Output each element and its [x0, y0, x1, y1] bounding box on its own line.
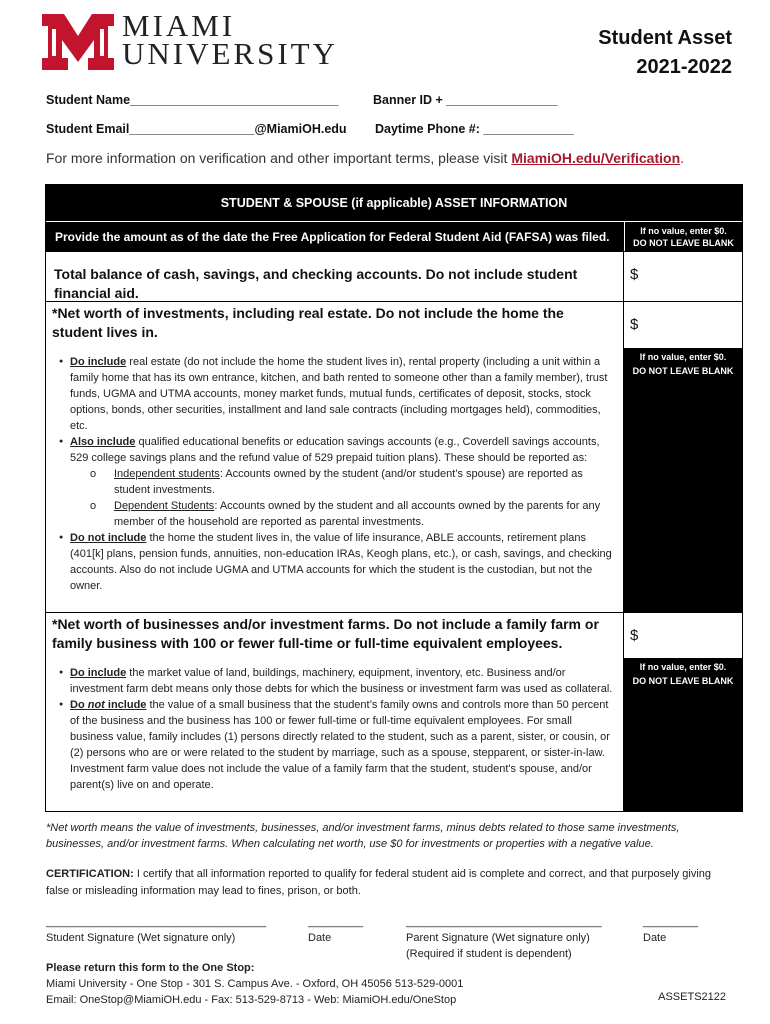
row-cash-label: Total balance of cash, savings, and checking accounts. Do not include student financial aid.	[46, 251, 624, 301]
list-item: o Dependent Students: Accounts owned by the student and all accounts owned by the parents for any member of the household are reported as parental investments.	[90, 500, 601, 528]
table-heading: STUDENT & SPOUSE (if applicable) ASSET INFORMATION	[46, 185, 742, 221]
asset-table	[45, 184, 743, 812]
parent-signature-line[interactable]: ________________________________ Parent Signature (Wet signature only) (Required if student is dependent)	[406, 916, 602, 960]
row-investments-label: *Net worth of investments, including real estate. Do not include the home the student lives in. ● Do include real estate (do not include the home the student lives in), rental property (including a unit within a family home that has its own entrance, kitchen, and bath rented to someone other than a family member), trust funds, UGMA and UTMA accounts, money market funds, mutual funds, certificates of deposit, stocks, stock options, bonds, other securities, installment and land sale contracts (including mortgages held), commodities, etc. ● Also include qualified educational benefits or education savings accounts (e.g., Coverdell savings accounts, 529 college savings plans and the refund value of 529 prepaid tuition plans). These should be reported as: o Independent students: Accounts owned by the student (and/or student’s spouse) are reported as student investments. o Dependent Students: Accounts owned by the student and all accounts owned by the parents for any member of the household are reported as parental investments. ● Do not include the home the student lives in, the value of life insurance, ABLE accounts, retirement plans (401[k] plans, pension funds, annuities, non-education IRAs, Keogh plans, etc.), or cash, savings, and checking accounts. Also do not include UGMA and UTMA accounts for which the student is the custodian, but not the owner.	[46, 301, 624, 612]
miami-m-logo-icon	[42, 14, 114, 70]
no-value-note: If no value, enter $0. DO NOT LEAVE BLANK	[624, 221, 742, 251]
list-item: o Independent students: Accounts owned by the student (and/or student’s spouse) are reported as student investments.	[90, 468, 583, 496]
university-wordmark: MIAMI UNIVERSITY	[122, 8, 338, 71]
list-item: ● Also include qualified educational benefits or education savings accounts (e.g., Coverdell savings accounts, 529 college savings plans and the refund value of 529 prepaid tuition plans). These should be reported as:	[52, 434, 615, 466]
student-signature-line[interactable]: ____________________________________ Student Signature (Wet signature only)	[46, 916, 267, 944]
list-item: ● Do not include the value of a small business that the student’s family owns and controls more than 50 percent of the business and the business has 100 or fewer full-time or full-time equivalent employees. For small business value, family includes (1) persons directly related to the student, such as a parent, sister, or cousin, or (2) persons who are or were related to the student by marriage, such as a spouse, stepparent, or sister-in-law. Investment farm value does not include the value of a family farm that the student, student's spouse, and/or parent(s) live on and operate.	[52, 697, 615, 793]
daytime-phone-field[interactable]: Daytime Phone #: _____________	[375, 122, 574, 136]
net-worth-footnote: *Net worth means the value of investments, businesses, and/or investment farms, minus debts related to those same investments, businesses, and/or investment farms. When calculating net worth, use $0 for investments or properties with a negative value.	[46, 822, 680, 850]
row-businesses-label: *Net worth of businesses and/or investment farms. Do not include a family farm or family business with 100 or fewer full-time or full-time equivalent employees. ● Do include the market value of land, buildings, machinery, equipment, inventory, etc. Business and/or investment farm debt means only those debts for which the business or investment farm was used as collateral. ● Do not include the value of a small business that the student’s family owns and controls more than 50 percent of the business and the business has 100 or fewer full-time or full-time equivalent employees. For small business value, family includes (1) persons directly related to the student, such as a parent, sister, or cousin, or (2) persons who are or were related to the student by marriage, such as a spouse, stepparent, or sister-in-law. Investment farm value does not include the value of a family farm that the student, student's spouse, and/or parent(s) live on and operate.	[46, 612, 624, 812]
table-subheading: Provide the amount as of the date the Free Application for Federal Student Aid (FAFSA) was filed.	[46, 221, 624, 251]
form-title: Student Asset 2021-2022	[598, 27, 732, 78]
parent-date-line[interactable]: _________ Date	[643, 916, 699, 944]
banner-id-field[interactable]: Banner ID + ________________	[373, 93, 558, 107]
student-name-field[interactable]: Student Name______________________________	[46, 93, 339, 107]
certification: CERTIFICATION: I certify that all information reported to qualify for federal student aid is complete and correct, and that purposely giving false or misleading information may lead to fines, prison, or both.	[46, 868, 711, 897]
list-item: ● Do include real estate (do not include the home the student lives in), rental property (including a unit within a family home that has its own entrance, kitchen, and bath rented to someone other than a family member), trust funds, UGMA and UTMA accounts, money market funds, mutual funds, certificates of deposit, stocks, stock options, bonds, other securities, installment and land sale contracts (including mortgages held), commodities, etc.	[52, 354, 615, 434]
businesses-no-value-note: If no value, enter $0. DO NOT LEAVE BLANK	[624, 658, 742, 812]
student-date-line[interactable]: _________ Date	[308, 916, 364, 944]
list-item: ● Do include the market value of land, buildings, machinery, equipment, inventory, etc. Business and/or investment farm debt means only those debts for which the business or investment farm was used as collateral.	[52, 665, 615, 697]
verification-info: For more information on verification and other important terms, please visit MiamiOH.edu/Verification.	[46, 150, 685, 166]
investments-amount-input[interactable]: $	[624, 301, 742, 348]
verification-link[interactable]: MiamiOH.edu/Verification	[511, 150, 681, 166]
form-id: ASSETS2122	[658, 991, 726, 1003]
cash-amount-input[interactable]: $	[624, 251, 742, 301]
return-instructions: Please return this form to the One Stop: Miami University - One Stop - 301 S. Campus Ave. - Oxford, OH 45056 513-529-0001 Email: OneStop@MiamiOH.edu - Fax: 513-529-8713 - Web: MiamiOH.edu/OneStop	[46, 962, 464, 1006]
investments-no-value-note: If no value, enter $0. DO NOT LEAVE BLANK	[624, 348, 742, 612]
businesses-amount-input[interactable]: $	[624, 612, 742, 658]
list-item: ● Do not include the home the student lives in, the value of life insurance, ABLE accounts, retirement plans (401[k] plans, pension funds, annuities, non-education IRAs, Keogh plans, etc.), or cash, savings, and checking accounts. Also do not include UGMA and UTMA accounts for which the student is the custodian, but not the owner.	[52, 530, 615, 594]
student-email-field[interactable]: Student Email__________________@MiamiOH.edu	[46, 122, 347, 136]
